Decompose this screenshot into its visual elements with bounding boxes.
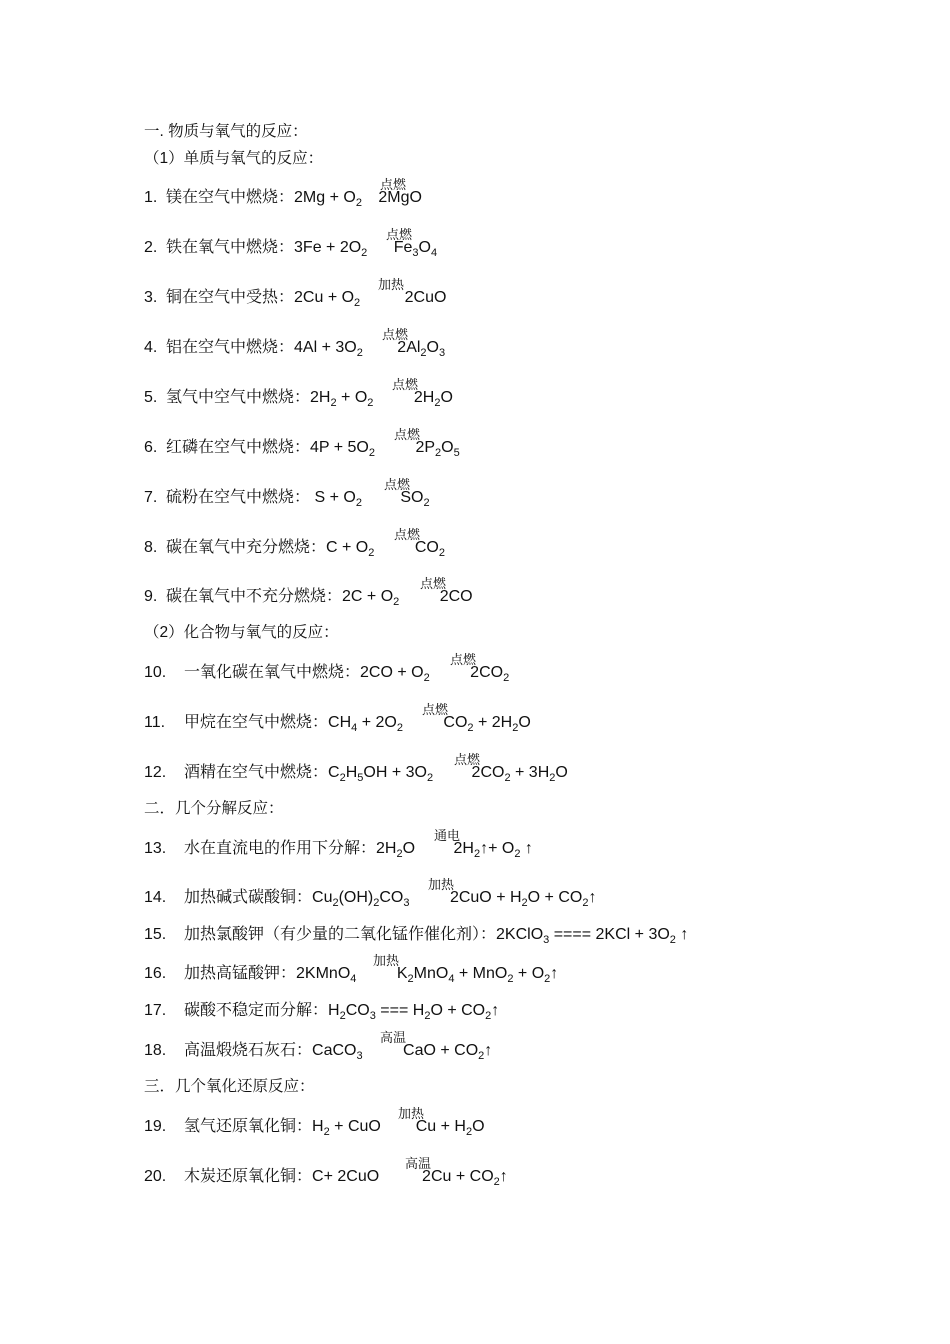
item-description: 铝在空气中燃烧： bbox=[166, 339, 295, 356]
item-number: 20. bbox=[144, 1168, 167, 1185]
reaction-item-13 bbox=[144, 839, 533, 859]
item-number: 2. bbox=[144, 239, 158, 256]
equation: $2H_2O$ $2H_2↑+ O_2$ ↑ bbox=[376, 840, 533, 860]
reaction-item-16 bbox=[144, 964, 558, 984]
item-description: 木炭还原氧化铜： bbox=[184, 1168, 313, 1185]
item-description: 硫粉在空气中燃烧： bbox=[166, 489, 311, 506]
item-number: 18. bbox=[144, 1042, 167, 1059]
item-description: 一氧化碳在氧气中燃烧： bbox=[184, 664, 361, 681]
item-number: 12. bbox=[144, 764, 167, 781]
equation: C+ 2CuO $2Cu + CO_2↑$ bbox=[312, 1168, 508, 1188]
item-description: 酒精在空气中燃烧： bbox=[184, 764, 329, 781]
reaction-condition: 点燃 bbox=[384, 477, 411, 492]
item-number: 13. bbox=[144, 840, 167, 857]
item-number: 14. bbox=[144, 889, 167, 906]
item-number: 7. bbox=[144, 489, 158, 506]
item-description: 碳在氧气中不充分燃烧： bbox=[166, 588, 343, 605]
reaction-condition: 点燃 bbox=[394, 427, 421, 442]
equation: $S + O_2$ $SO_2$ bbox=[310, 489, 430, 509]
reaction-item-18 bbox=[144, 1041, 492, 1061]
section-heading-3: 三．几个氧化还原反应： bbox=[144, 1078, 315, 1095]
reaction-condition: 加热 bbox=[428, 877, 455, 892]
reaction-condition: 点燃 bbox=[394, 527, 421, 542]
subsection-heading-1b: （2）化合物与氧气的反应： bbox=[144, 624, 339, 641]
item-description: 碳在氧气中充分燃烧： bbox=[166, 539, 327, 556]
equation: $H_2CO_3$ === $H_2O$ + $CO_2↑$ bbox=[328, 1002, 500, 1022]
reaction-condition: 点燃 bbox=[450, 652, 477, 667]
item-description: 镁在空气中燃烧： bbox=[166, 189, 295, 206]
equation: $3Fe + 2O_2$ $Fe_3O_4$ bbox=[294, 239, 438, 259]
equation: $H_2$ + CuO $Cu + H_2O$ bbox=[312, 1118, 485, 1138]
item-description: 铜在空气中受热： bbox=[166, 289, 295, 306]
item-description: 加热高锰酸钾： bbox=[184, 965, 297, 982]
reaction-condition: 加热 bbox=[373, 953, 400, 968]
equation: $4P + 5O_2$ $2P_2O_5$ bbox=[310, 439, 460, 459]
item-description: 红磷在空气中燃烧： bbox=[166, 439, 311, 456]
equation: $C + O_2$ $CO_2$ bbox=[326, 539, 445, 559]
equation: $4Al + 3O_2$ $2Al_2O_3$ bbox=[294, 339, 446, 359]
reaction-condition: 加热 bbox=[378, 277, 405, 292]
item-number: 19. bbox=[144, 1118, 167, 1135]
equation: $2C + O_2$ 2CO bbox=[342, 588, 473, 608]
reaction-condition: 点燃 bbox=[422, 702, 449, 717]
item-number: 9. bbox=[144, 588, 158, 605]
reaction-item-15 bbox=[144, 925, 688, 945]
reaction-condition: 点燃 bbox=[382, 327, 409, 342]
item-number: 15. bbox=[144, 926, 167, 943]
reaction-condition: 点燃 bbox=[454, 752, 481, 767]
item-number: 8. bbox=[144, 539, 158, 556]
reaction-item-14 bbox=[144, 888, 596, 908]
reaction-condition: 点燃 bbox=[386, 227, 413, 242]
reaction-condition: 点燃 bbox=[420, 576, 447, 591]
section-heading-2: 二．几个分解反应： bbox=[144, 800, 284, 817]
item-number: 6. bbox=[144, 439, 158, 456]
reaction-item-11 bbox=[144, 713, 531, 733]
equation: CaCO$_3$ CaO + $CO_2↑$ bbox=[312, 1042, 493, 1062]
item-number: 3. bbox=[144, 289, 158, 306]
reaction-condition: 点燃 bbox=[392, 377, 419, 392]
equation: 2KMnO$_4$ $K_2MnO_4 + MnO_2$ + $O_2↑$ bbox=[296, 965, 559, 985]
equation: $2Mg + O_2$ 2MgO bbox=[294, 189, 422, 209]
item-number: 11. bbox=[144, 714, 166, 731]
equation: 2KClO$_3$ ==== $2KCl + 3O_2$ ↑ bbox=[496, 926, 689, 946]
item-number: 5. bbox=[144, 389, 158, 406]
reaction-item-12 bbox=[144, 763, 568, 783]
item-number: 10. bbox=[144, 664, 167, 681]
item-description: 水在直流电的作用下分解： bbox=[184, 840, 377, 857]
item-description: 甲烷在空气中燃烧： bbox=[184, 714, 329, 731]
item-description: 氢气中空气中燃烧： bbox=[166, 389, 311, 406]
equation: $C_2H_5OH + 3O_2$ $2CO_2 + 3H_2O$ bbox=[328, 764, 568, 784]
item-description: 加热氯酸钾（有少量的二氧化锰作催化剂）： bbox=[184, 926, 497, 943]
item-description: 加热碱式碳酸铜： bbox=[184, 889, 313, 906]
item-description: 高温煅烧石灰石： bbox=[184, 1042, 313, 1059]
reaction-condition: 高温 bbox=[405, 1156, 432, 1171]
reaction-condition: 加热 bbox=[398, 1106, 425, 1121]
section-heading-1: 一. 物质与氧气的反应： bbox=[144, 123, 308, 140]
equation: $Cu_2(OH)_2CO_3$ $2CuO + H_2O$ + $CO_2↑$ bbox=[312, 889, 597, 909]
subsection-heading-1a: （1）单质与氧气的反应： bbox=[144, 150, 324, 167]
equation: $2CO + O_2$ $2CO_2$ bbox=[360, 664, 510, 684]
reaction-condition: 高温 bbox=[380, 1030, 407, 1045]
equation: $CH_4 + 2O_2$ $CO_2 + 2H_2O$ bbox=[328, 714, 531, 734]
item-number: 4. bbox=[144, 339, 158, 356]
equation: $2Cu + O_2$ 2CuO bbox=[294, 289, 447, 309]
reaction-item-17 bbox=[144, 1001, 499, 1021]
item-description: 氢气还原氧化铜： bbox=[184, 1118, 313, 1135]
item-description: 碳酸不稳定而分解： bbox=[184, 1002, 329, 1019]
item-description: 铁在氧气中燃烧： bbox=[166, 239, 295, 256]
reaction-condition: 通电 bbox=[434, 828, 461, 843]
item-number: 1. bbox=[144, 189, 158, 206]
reaction-item-19 bbox=[144, 1117, 485, 1137]
item-number: 17. bbox=[144, 1002, 167, 1019]
reaction-condition: 点燃 bbox=[380, 177, 407, 192]
item-number: 16. bbox=[144, 965, 167, 982]
reaction-item-20 bbox=[144, 1167, 508, 1187]
equation: $2H_2 + O_2$ $2H_2O$ bbox=[310, 389, 453, 409]
